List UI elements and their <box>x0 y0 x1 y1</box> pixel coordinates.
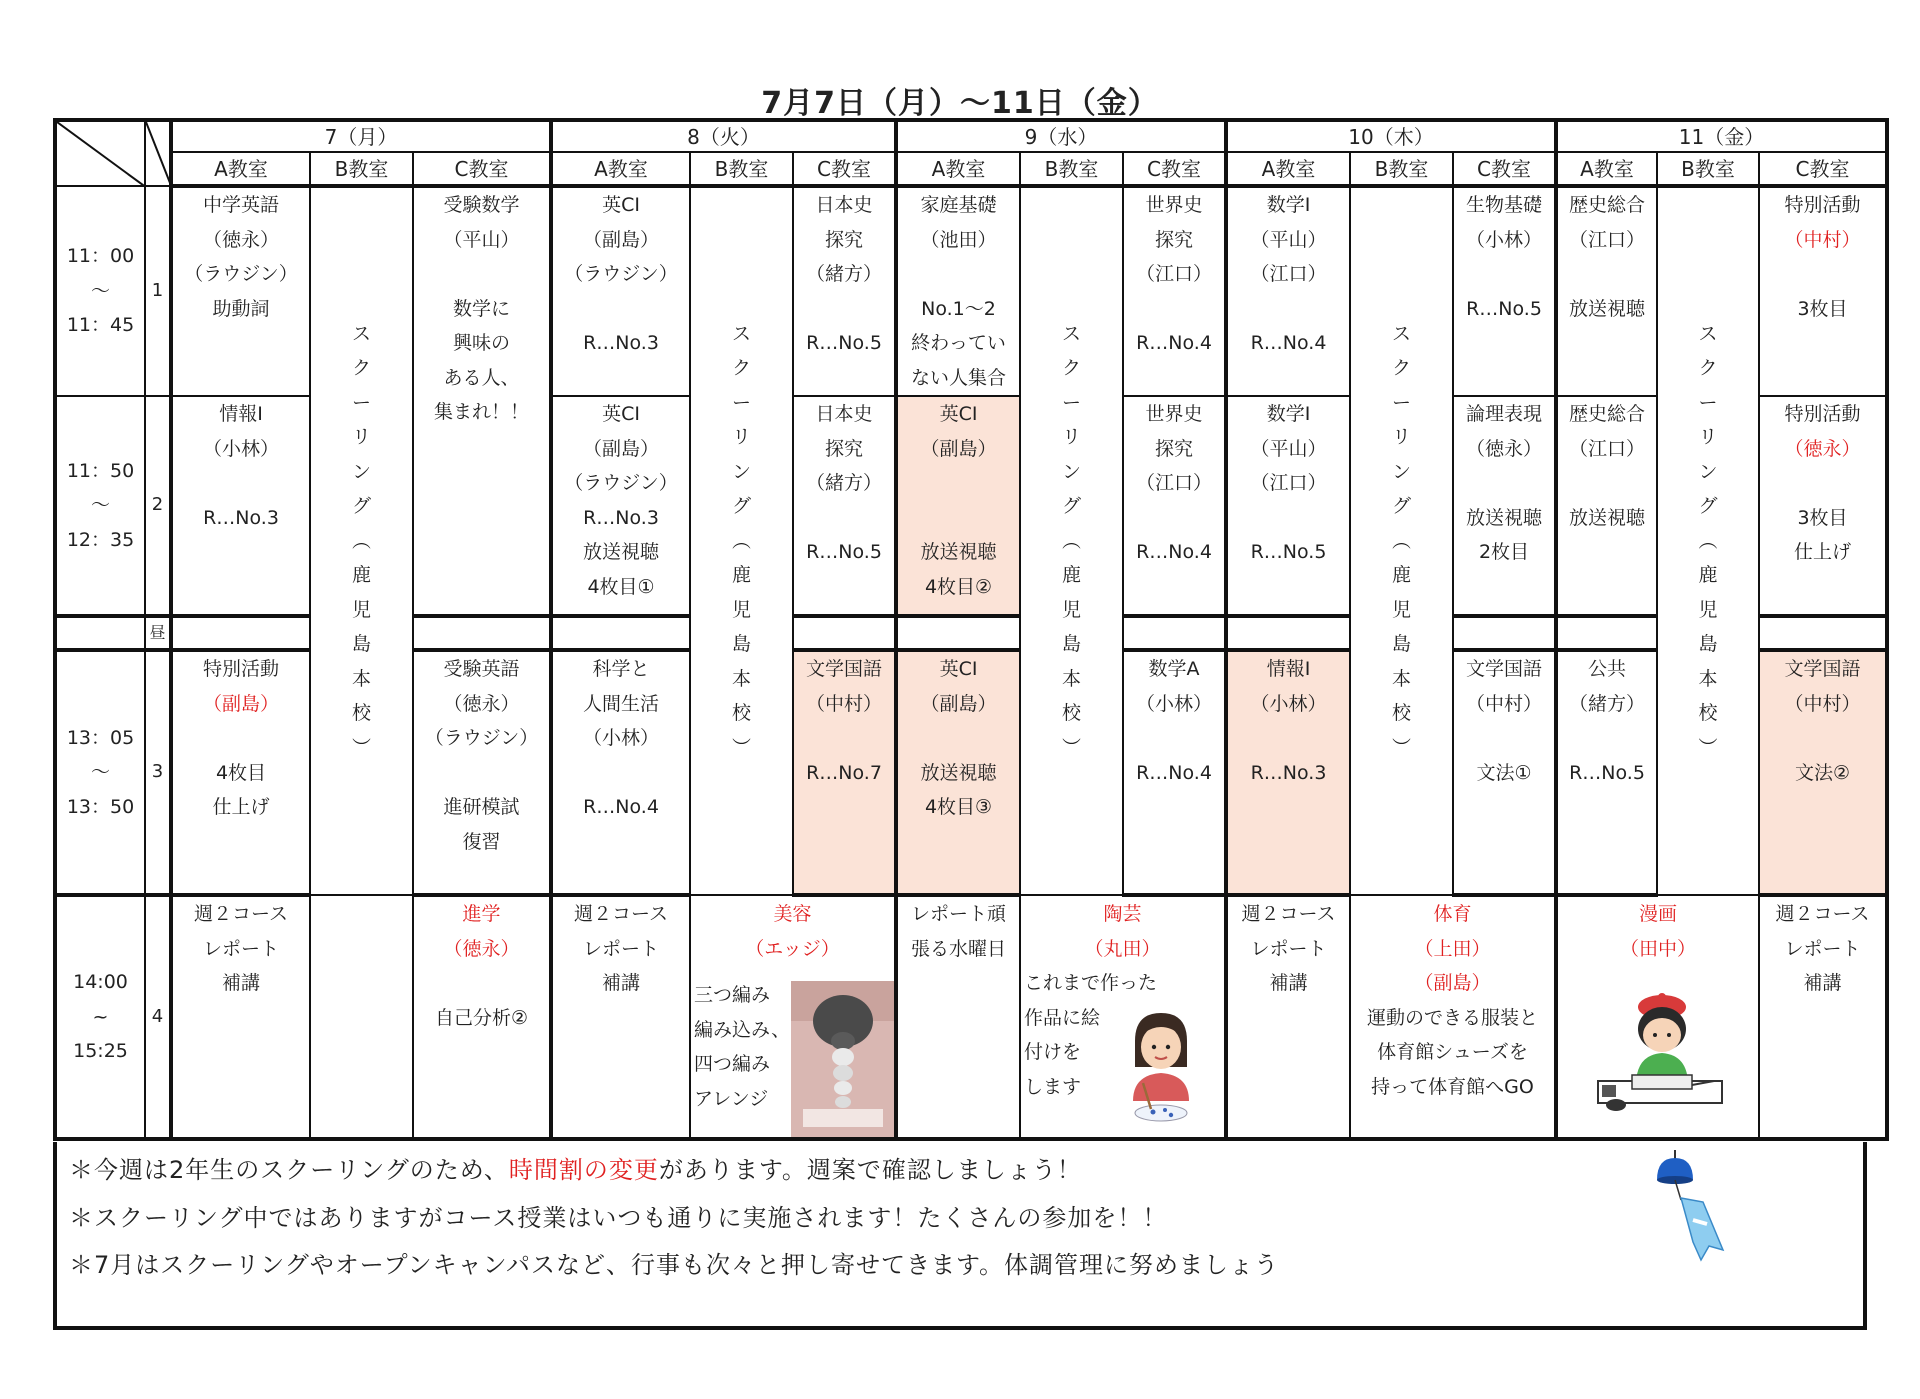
period-number: 2 <box>145 396 171 616</box>
schooling-cell-tue: ス ク ー リ ン グ ︵ 鹿 児 島 本 校 ︶ <box>690 186 793 895</box>
room-header: C教室 <box>1453 152 1556 186</box>
class-cell: 公共 （緒方） R…No.5 <box>1556 650 1657 895</box>
time-slot-4: 14:00 ~ 15:25 <box>55 895 145 1139</box>
class-cell: 日本史 探究 （緒方） R…No.5 <box>793 396 896 616</box>
course-cell: レポート頑 張る水曜日 <box>896 895 1020 1139</box>
class-cell: 世界史 探究 （江口） R…No.4 <box>1123 396 1226 616</box>
note-3: ＊7月はスクーリングやオープンキャンパスなど、行事も次々と押し寄せてきます。体調管理に努めましょう <box>69 1251 1280 1279</box>
class-cell: 数学A （小林） R…No.4 <box>1123 650 1226 895</box>
class-cell: 英CⅠ （副島） （ラウジン） R…No.3 放送視聴 4枚目① <box>551 396 690 616</box>
course-cell: 週２コース レポート 補講 <box>171 895 310 1139</box>
manga-artist-icon <box>1592 989 1728 1119</box>
lunch-cell <box>1453 616 1556 650</box>
note-2: ＊スクーリング中ではありますがコース授業はいつも通りに実施されます！たくさんの参加を！！ <box>69 1204 1168 1232</box>
room-header: C教室 <box>413 152 551 186</box>
room-header: A教室 <box>171 152 310 186</box>
time-slot-2: 11：50 〜 12：35 <box>55 396 145 616</box>
room-header: A教室 <box>551 152 690 186</box>
class-cell: 世界史 探究 （江口） R…No.4 <box>1123 186 1226 396</box>
course-cell: 週２コース レポート 補講 <box>551 895 690 1139</box>
day-header-wed: 9（水） <box>896 120 1226 152</box>
course-cell-empty <box>310 895 413 1139</box>
room-header: B教室 <box>1657 152 1759 186</box>
class-cell: 歴史総合 （江口） 放送視聴 <box>1556 396 1657 616</box>
course-cell-beauty: 美容 （エッジ） 三つ編み 編み込み、 四つ編み アレンジ <box>690 895 896 1139</box>
room-header: C教室 <box>793 152 896 186</box>
class-cell: 特別活動 （中村） 3枚目 <box>1759 186 1887 396</box>
class-cell: 数学Ⅰ （平山） （江口） R…No.4 <box>1226 186 1350 396</box>
class-cell-highlight: 情報Ⅰ （小林） R…No.3 <box>1226 650 1350 895</box>
class-cell-highlight: 英CⅠ （副島） 放送視聴 4枚目③ <box>896 650 1020 895</box>
lunch-cell <box>1123 616 1226 650</box>
day-header-mon: 7（月） <box>171 120 551 152</box>
room-header: A教室 <box>1556 152 1657 186</box>
class-cell: 数学Ⅰ （平山） （江口） R…No.5 <box>1226 396 1350 616</box>
schooling-cell-mon: ス ク ー リ ン グ ︵ 鹿 児 島 本 校 ︶ <box>310 186 413 895</box>
pottery-painter-icon <box>1121 1005 1201 1127</box>
lunch-cell <box>1226 616 1350 650</box>
room-header: C教室 <box>1759 152 1887 186</box>
course-cell-ceramics: 陶芸 （丸田） これまで作った 作品に絵 付けを します <box>1020 895 1226 1139</box>
class-cell: 歴史総合 （江口） 放送視聴 <box>1556 186 1657 396</box>
class-cell-highlight: 文学国語 （中村） R…No.7 <box>793 650 896 895</box>
lunch-label: 昼 <box>145 616 171 650</box>
class-cell-highlight: 文学国語 （中村） 文法② <box>1759 650 1887 895</box>
room-header: B教室 <box>310 152 413 186</box>
class-cell: 日本史 探究 （緒方） R…No.5 <box>793 186 896 396</box>
room-header: A教室 <box>896 152 1020 186</box>
room-header: C教室 <box>1123 152 1226 186</box>
lunch-cell <box>896 616 1020 650</box>
class-cell: 情報Ⅰ （小林） R…No.3 <box>171 396 310 616</box>
class-cell: 英CⅠ （副島） （ラウジン） R…No.3 <box>551 186 690 396</box>
lunch-cell <box>413 616 551 650</box>
period-number: 3 <box>145 650 171 895</box>
class-cell: 文学国語 （中村） 文法① <box>1453 650 1556 895</box>
course-cell-pe: 体育 （上田） （副島） 運動のできる服装と 体育館シューズを 持って体育館へGO <box>1350 895 1556 1139</box>
schooling-cell-fri: ス ク ー リ ン グ ︵ 鹿 児 島 本 校 ︶ <box>1657 186 1759 895</box>
lunch-cell <box>1556 616 1657 650</box>
class-cell: 科学と 人間生活 （小林） R…No.4 <box>551 650 690 895</box>
room-header: B教室 <box>1350 152 1453 186</box>
corner-cell-small <box>145 120 171 186</box>
class-cell-highlight: 英CⅠ （副島） 放送視聴 4枚目② <box>896 396 1020 616</box>
day-header-tue: 8（火） <box>551 120 896 152</box>
lunch-cell <box>1759 616 1887 650</box>
period-number: 1 <box>145 186 171 396</box>
day-header-thu: 10（木） <box>1226 120 1556 152</box>
class-cell: 生物基礎 （小林） R…No.5 <box>1453 186 1556 396</box>
course-cell-manga: 漫画 （田中） <box>1556 895 1759 1139</box>
lunch-cell <box>793 616 896 650</box>
schooling-cell-thu: ス ク ー リ ン グ ︵ 鹿 児 島 本 校 ︶ <box>1350 186 1453 895</box>
page-title: 7月7日（月）〜11日（金） <box>761 86 1159 121</box>
wind-chime-icon <box>1651 1150 1751 1270</box>
class-cell: 受験英語 （徳永） （ラウジン） 進研模試 復習 <box>413 650 551 895</box>
course-cell: 週２コース レポート 補講 <box>1226 895 1350 1139</box>
course-cell: 進学 （徳永） 自己分析② <box>413 895 551 1139</box>
time-slot-1: 11：00 〜 11：45 <box>55 186 145 396</box>
room-header: B教室 <box>1020 152 1123 186</box>
schooling-cell-wed: ス ク ー リ ン グ ︵ 鹿 児 島 本 校 ︶ <box>1020 186 1123 895</box>
room-header: A教室 <box>1226 152 1350 186</box>
day-header-fri: 11（金） <box>1556 120 1887 152</box>
class-cell: 特別活動 （副島） 4枚目 仕上げ <box>171 650 310 895</box>
class-cell: 特別活動 （徳永） 3枚目 仕上げ <box>1759 396 1887 616</box>
lunch-cell <box>55 616 145 650</box>
class-cell: 家庭基礎 （池田） No.1〜2 終わってい ない人集合 <box>896 186 1020 396</box>
class-cell: 中学英語 （徳永） （ラウジン） 助動詞 <box>171 186 310 396</box>
course-cell: 週２コース レポート 補講 <box>1759 895 1887 1139</box>
lunch-cell <box>551 616 690 650</box>
timetable <box>53 118 1889 1141</box>
corner-cell <box>55 120 145 186</box>
note-1: ＊今週は2年生のスクーリングのため、時間割の変更があります。週案で確認しましょう！ <box>69 1156 1082 1184</box>
period-number: 4 <box>145 895 171 1139</box>
braid-photo-icon <box>791 981 894 1137</box>
class-cell: 論理表現 （徳永） 放送視聴 2枚目 <box>1453 396 1556 616</box>
lunch-cell <box>171 616 310 650</box>
class-cell: 受験数学 （平山） 数学に 興味の ある人、 集まれ！！ <box>413 186 551 616</box>
time-slot-3: 13：05 〜 13：50 <box>55 650 145 895</box>
notes-box <box>53 1142 1867 1330</box>
room-header: B教室 <box>690 152 793 186</box>
